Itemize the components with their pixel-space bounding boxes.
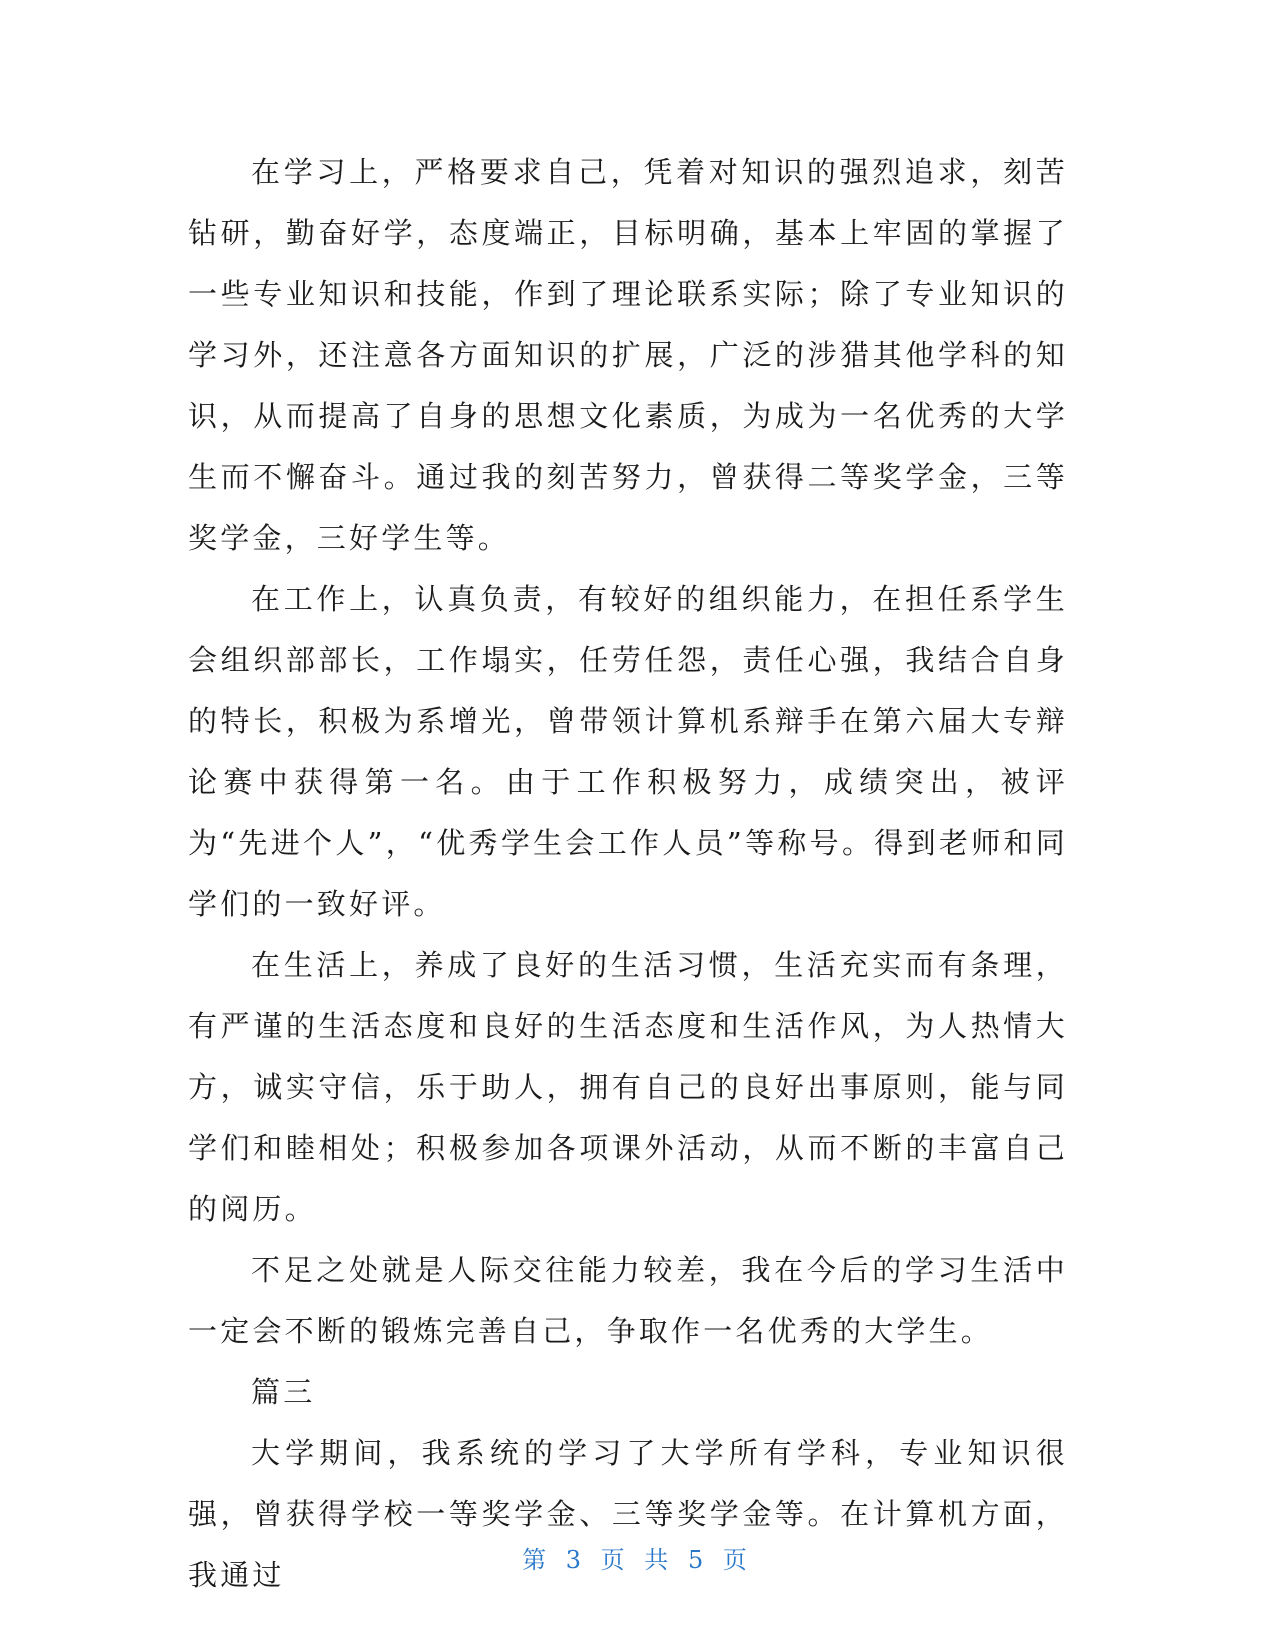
paragraph-study: 在学习上，严格要求自己，凭着对知识的强烈追求，刻苦钻研，勤奋好学，态度端正，目标明确，基本上牢固的掌握了一些专业知识和技能，作到了理论联系实际；除了专业知识的学习外，还注意各方面知识的扩展，广泛的涉猎其他学科的知识，从而提高了自身的思想文化素质，为成为一名优秀的大学生而不懈奋斗。通过我的刻苦努力，曾获得二等奖学金，三等奖学金，三好学生等。 (188, 155, 1068, 555)
document-body (188, 142, 1068, 1606)
page-number-footer: 第 3 页 共 5 页 (522, 1546, 753, 1574)
paragraph-shortcoming: 不足之处就是人际交往能力较差，我在今后的学习生活中一定会不断的锻炼完善自己，争取作一名优秀的大学生。 (188, 1253, 1068, 1348)
section-heading: 篇三 (251, 1375, 316, 1409)
paragraph-life: 在生活上，养成了良好的生活习惯，生活充实而有条理，有严谨的生活态度和良好的生活态度和生活作风，为人热情大方，诚实守信，乐于助人，拥有自己的良好出事原则，能与同学们和睦相处；积极参加各项课外活动，从而不断的丰富自己的阅历。 (188, 948, 1068, 1226)
paragraph-university: 大学期间，我系统的学习了大学所有学科，专业知识很强，曾获得学校一等奖学金、三等奖学金等。在计算机方面，我通过 (188, 1436, 1068, 1592)
paragraph-work: 在工作上，认真负责，有较好的组织能力，在担任系学生会组织部部长，工作塌实，任劳任怨，责任心强，我结合自身的特长，积极为系增光，曾带领计算机系辩手在第六届大专辩论赛中获得第一名。由于工作积极努力，成绩突出，被评为“先进个人”，“优秀学生会工作人员”等称号。得到老师和同学们的一致好评。 (188, 582, 1068, 921)
